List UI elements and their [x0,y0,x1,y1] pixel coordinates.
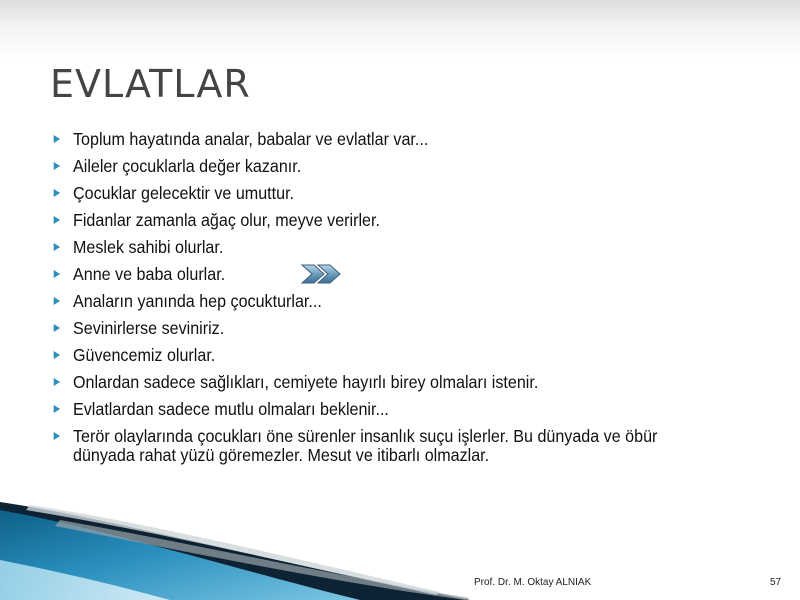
bullet-text: Güvencemiz olurlar. [73,345,216,365]
bullet-arrow-icon [54,297,60,305]
bullet-item [50,211,703,230]
bullet-item [50,346,703,365]
bullet-text: Anne ve baba olurlar. [73,264,226,284]
bullet-arrow-icon [54,216,60,224]
slide-title: EVLATLAR [50,62,251,106]
bullet-item [50,184,703,203]
top-gradient-band [0,0,800,60]
bullet-item [50,373,703,392]
double-chevron-right-icon[interactable] [300,263,344,285]
bullet-arrow-icon [54,135,60,143]
bullet-arrow-icon [54,189,60,197]
bullet-text: Meslek sahibi olurlar. [73,237,224,257]
bullet-item [50,157,703,176]
bullet-item [50,400,703,419]
bullet-item [50,265,703,284]
slide-page-number: 57 [770,577,782,588]
bullet-text: Aileler çocuklarla değer kazanır. [73,156,302,176]
bullet-arrow-icon [54,243,60,251]
bullet-text: Toplum hayatında analar, babalar ve evlatlar var... [73,129,429,149]
bullet-arrow-icon [54,324,60,332]
bullet-text: Anaların yanında hep çocukturlar... [73,291,322,311]
bullet-text: Çocuklar gelecektir ve umuttur. [73,183,295,203]
bullet-item [50,130,703,149]
bullet-text: Sevinirlerse seviniriz. [73,318,225,338]
bullet-text: Onlardan sadece sağlıkları, cemiyete hayırlı birey olmaları istenir. [73,372,539,392]
bullet-arrow-icon [54,351,60,359]
bullet-arrow-icon [54,162,60,170]
bullet-text: Terör olaylarında çocukları öne sürenler insanlık suçu işlerler. Bu dünyada ve öbür dünyada rahat yüzü göremezler. Mesut ve itibarlı olmazlar. [73,426,658,465]
bullet-item [50,319,703,338]
bullet-arrow-icon [54,378,60,386]
bullet-item [50,427,703,465]
bullet-arrow-icon [54,405,60,413]
bullet-item [50,238,703,257]
footer-author: Prof. Dr. M. Oktay ALNIAK [474,577,592,588]
bullet-item [50,292,703,311]
bullet-text: Evlatlardan sadece mutlu olmaları beklenir... [73,399,389,419]
bullet-arrow-icon [54,432,60,440]
bullet-list [50,130,760,473]
bullet-arrow-icon [54,270,60,278]
bullet-text: Fidanlar zamanla ağaç olur, meyve verirler. [73,210,380,230]
